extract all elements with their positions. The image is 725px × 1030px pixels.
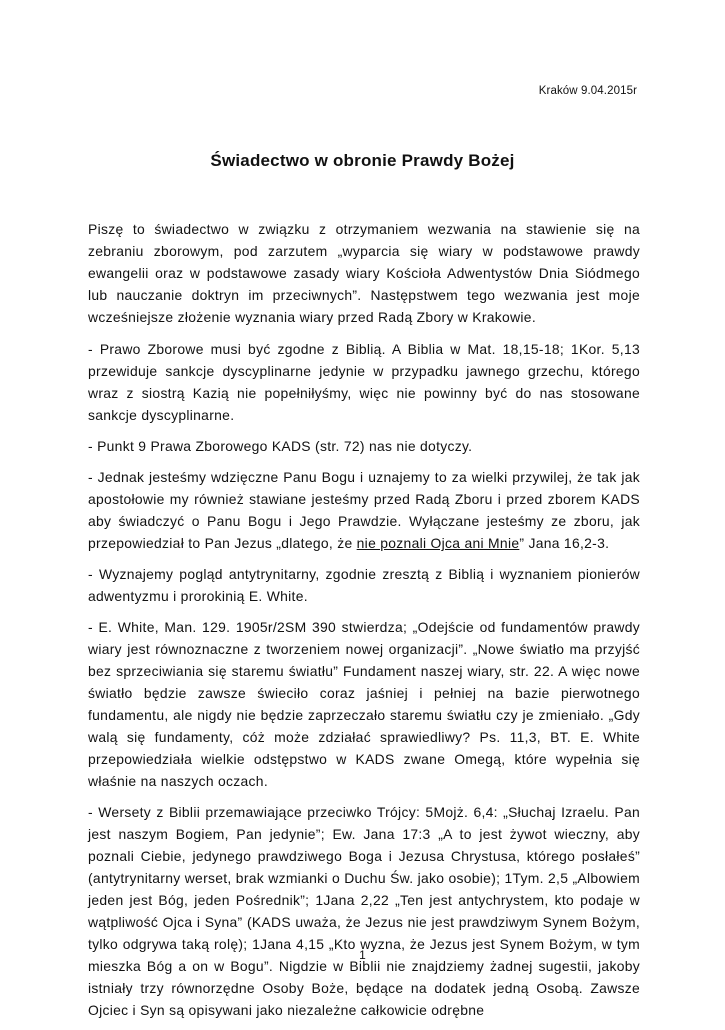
paragraph-e-white: - E. White, Man. 129. 1905r/2SM 390 stwierdza; „Odejście od fundamentów prawdy wiary jest równoznaczne z tworzeniem nowej organizacji”. „Nowe światło ma przyjść bez sprzeciwiania się staremu światłu” Fundament naszej wiary, str. 22. A więc nowe światło będzie zawsze świeciło coraz jaśniej i pełniej na bazie pierwotnego fundamentu, ale nigdy nie będzie zaprzeczało staremu światłu czy je zmieniało. „Gdy walą się fundamenty, cóż może zdziałać sprawiedliwy? Ps. 11,3, BT. E. White przepowiedziała wielkie odstępstwo w KADS zwane Omegą, które wypełnia się właśnie na naszych oczach. [88, 619, 640, 789]
document-date: Kraków 9.04.2015r [538, 85, 637, 97]
paragraph-gratitude-text: - Jednak jesteśmy wdzięczne Panu Bogu i uznajemy to za wielki przywilej, że tak jak apostołowie my również stawiane jesteśmy przed Radą Zboru i przed zborem KADS aby świadczyć o Panu Bogu i Jego Prawdzie. Wyłączane jesteśmy ze zboru, jak przepowiedział to Pan Jezus „dlatego, że [88, 469, 640, 551]
underlined-quote: nie poznali Ojca ani Mnie [356, 535, 520, 551]
paragraph-point-9: - Punkt 9 Prawa Zborowego KADS (str. 72) nas nie dotyczy. [88, 438, 473, 454]
page-number: 1 [359, 948, 366, 962]
paragraph-antitrinitarian: - Wyznajemy pogląd antytrynitarny, zgodnie zresztą z Biblią i wyznaniem pionierów adwentyzmu i prorokinią E. White. [88, 566, 640, 604]
document-body [88, 218, 640, 1030]
document-title: Świadectwo w obronie Prawdy Bożej [210, 151, 515, 170]
paragraph-intro: Piszę to świadectwo w związku z otrzymaniem wezwania na stawienie się na zebraniu zborowym, pod zarzutem „wyparcia się wiary w podstawowe prawdy ewangelii oraz w podstawowe zasady wiary Kościoła Adwentystów Dnia Siódmego lub nauczanie doktryn im przeciwnych”. Następstwem tego wezwania jest moje wcześniejsze złożenie wyznania wiary przed Radą Zbory w Krakowie. [88, 221, 640, 325]
paragraph-gratitude [88, 466, 640, 554]
paragraph-church-law: - Prawo Zborowe musi być zgodne z Biblią. A Biblia w Mat. 18,15-18; 1Kor. 5,13 przewiduje sankcje dyscyplinarne jedynie w przypadku jawnego grzechu, którego wraz z siostrą Kazią nie popełniłyśmy, więc nie powinny być do nas stosowane sankcje dyscyplinarne. [88, 341, 640, 423]
paragraph-bible-verses: - Wersety z Biblii przemawiające przeciwko Trójcy: 5Mojż. 6,4: „Słuchaj Izraelu. Pan jest naszym Bogiem, Pan jedynie”; Ew. Jana 17:3 „A to jest żywot wieczny, aby poznali Ciebie, jedynego prawdziwego Boga i Jezusa Chrystusa, którego posłałeś” (antytrynitarny werset, brak wzmianki o Duchu Św. jako osobie); 1Tym. 2,5 „Albowiem jeden jest Bóg, jeden Pośrednik”; 1Jana 2,22 „Ten jest antychrystem, kto podaje w wątpliwość Ojca i Syna” (KADS uważa, że Jezus nie jest prawdziwym Synem Bożym, tylko odgrywa taką rolę); 1Jana 4,15 „Kto wyzna, że Jezus jest Synem Bożym, w tym mieszka Bóg a on w Bogu”. Nigdzie w Biblii nie znajdziemy żadnej sugestii, jakoby istniały trzy równorzędne Osoby Boże, będące na dodatek jedną Osobą. Zawsze Ojciec i Syn są opisywani jako niezależne całkowicie odrębne [88, 804, 640, 1018]
paragraph-gratitude-ref: ” Jana 16,2-3. [519, 535, 610, 551]
